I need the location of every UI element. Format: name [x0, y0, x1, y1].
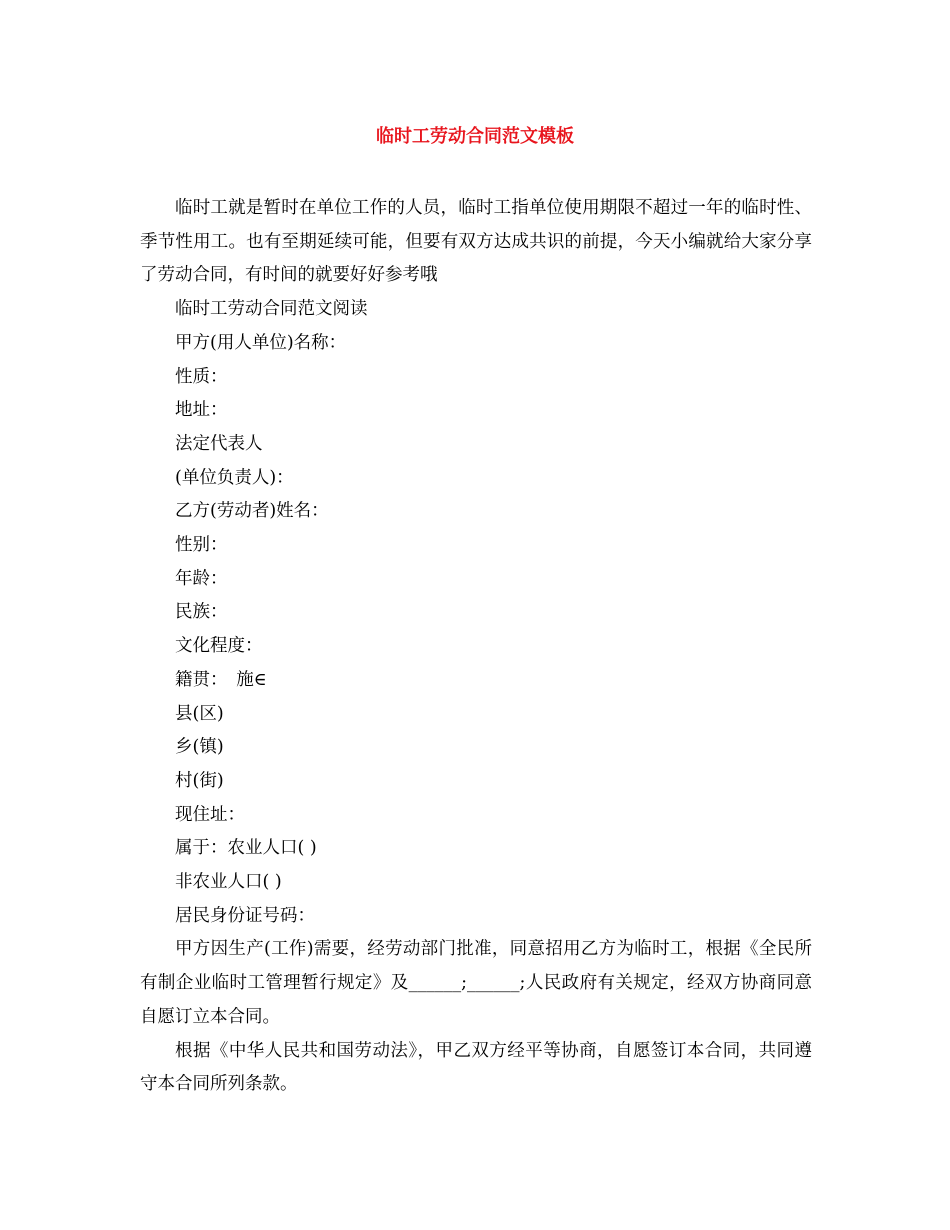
paragraph-intro: 临时工就是暂时在单位工作的人员，临时工指单位使用期限不超过一年的临时性、季节性用工。也有至期延续可能，但要有双方达成共识的前提，今天小编就给大家分享了劳动合同，有时间的就要好好参考哦 [140, 198, 812, 286]
paragraph-labor-law: 根据《中华人民共和国劳动法》，甲乙双方经平等协商，自愿签订本合同，共同遵守本合同所列条款。 [140, 1040, 812, 1095]
field-agricultural-population: 属于：农业人口( ) [175, 838, 317, 859]
field-current-address: 现住址： [175, 804, 245, 825]
field-legal-representative: 法定代表人 [175, 433, 263, 454]
field-non-agricultural-population: 非农业人口( ) [175, 872, 282, 893]
field-party-b-name: 乙方(劳动者)姓名： [175, 501, 329, 522]
field-age: 年龄： [175, 568, 228, 589]
field-ethnicity: 民族： [175, 602, 228, 623]
field-unit-head: (单位负责人)： [175, 467, 294, 488]
field-id-number: 居民身份证号码： [175, 905, 315, 926]
field-native-place: 籍贯： 施∈ [175, 669, 267, 690]
document-title: 临时工劳动合同范文模板 [376, 126, 574, 147]
document-body [140, 192, 812, 1102]
field-education: 文化程度： [175, 636, 263, 657]
field-township: 乡(镇) [175, 737, 224, 758]
field-nature: 性质： [175, 366, 228, 387]
field-party-a-name: 甲方(用人单位)名称： [175, 332, 347, 353]
field-village: 村(街) [175, 770, 224, 791]
paragraph-recruitment: 甲方因生产(工作)需要，经劳动部门批准，同意招用乙方为临时工，根据《全民所有制企业临时工管理暂行规定》及______;______;人民政府有关规定，经双方协商同意自愿订立本合同。 [140, 939, 812, 1027]
paragraph-heading: 临时工劳动合同范文阅读 [175, 299, 368, 320]
field-county: 县(区) [175, 703, 224, 724]
field-gender: 性别： [175, 535, 228, 556]
field-address: 地址： [175, 400, 228, 421]
